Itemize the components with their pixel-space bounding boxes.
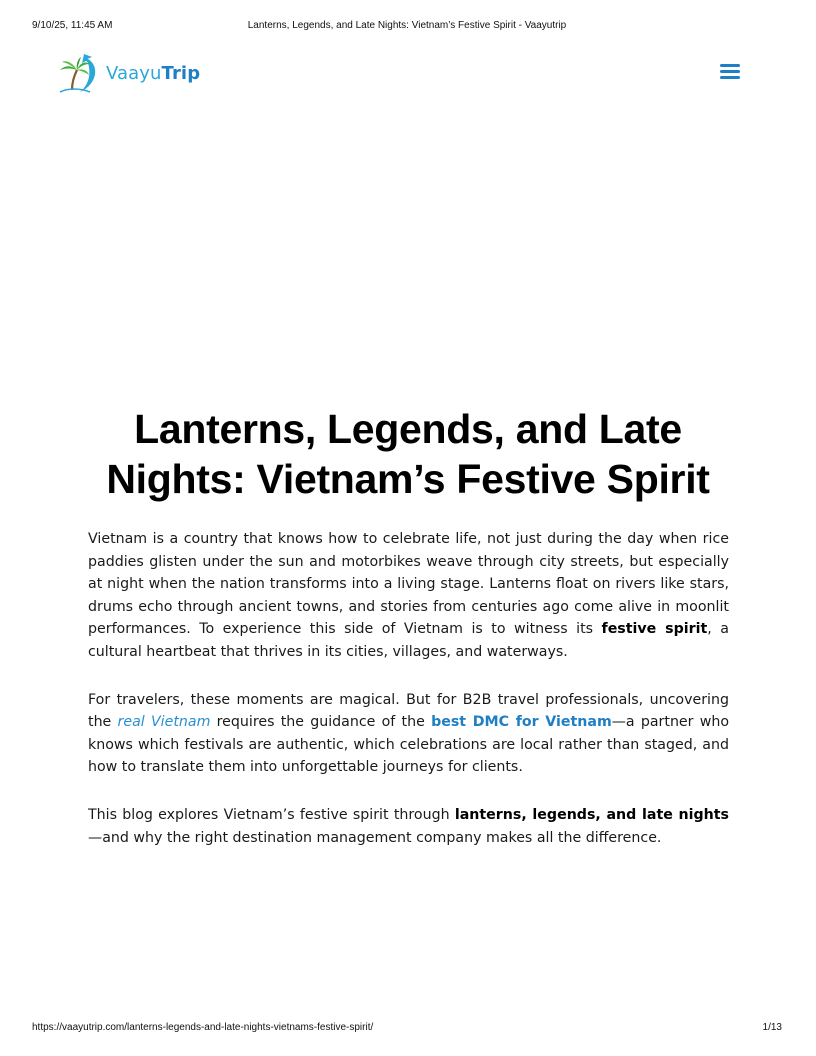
site-logo[interactable]	[56, 50, 200, 96]
print-url: https://vaayutrip.com/lanterns-legends-and-late-nights-vietnams-festive-spirit/	[32, 1022, 374, 1033]
print-footer	[32, 1022, 782, 1036]
link-best-dmc-vietnam[interactable]: best DMC for Vietnam	[431, 714, 612, 731]
palm-airplane-icon	[56, 50, 102, 96]
site-header	[56, 48, 740, 100]
bold-lanterns-legends: lanterns, legends, and late nights	[454, 806, 729, 823]
print-datetime: 9/10/25, 11:45 AM	[32, 20, 113, 31]
print-page-number: 1/13	[762, 1022, 782, 1033]
print-header	[32, 20, 782, 34]
paragraph-blog-intro: This blog explores Vietnam’s festive spirit through lanterns, legends, and late nights—and why the right destination management company makes all the difference.	[88, 806, 729, 846]
paragraph-b2b: For travelers, these moments are magical. But for B2B travel professionals, uncovering the real Vietnam requires the guidance of the best DMC for Vietnam—a partner who knows which festivals are authentic, which celebrations are local rather than staged, and how to translate them into unforgettable journeys for clients.	[88, 691, 730, 776]
link-real-vietnam[interactable]: real Vietnam	[117, 714, 211, 731]
print-page-title: Lanterns, Legends, and Late Nights: Vietnam’s Festive Spirit - Vaayutrip	[247, 20, 567, 31]
article-title: Lanterns, Legends, and Late Nights: Vietnam’s Festive Spirit	[106, 406, 710, 502]
bold-festive-spirit: festive spirit	[601, 621, 708, 638]
logo-text: VaayuTrip	[106, 62, 201, 84]
article-body	[88, 528, 729, 874]
hamburger-menu-icon[interactable]	[720, 64, 740, 80]
paragraph-intro: Vietnam is a country that knows how to celebrate life, not just during the day when rice paddies glisten under the sun and motorbikes weave through city streets, but especially at night when the nation transforms into a living stage. Lanterns float on rivers like stars, drums echo through ancient towns, and stories from centuries ago come alive in moonlit performances. To experience this side of Vietnam is to witness its festive spirit, a cultural heartbeat that thrives in its cities, villages, and waterways.	[88, 531, 729, 660]
